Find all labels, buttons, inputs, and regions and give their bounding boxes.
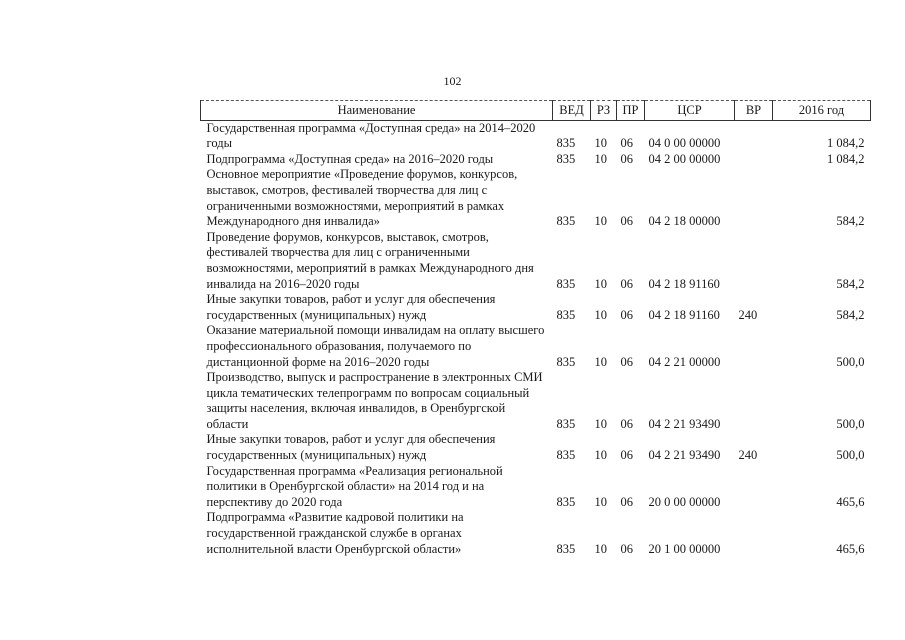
cell-amount: 1 084,2 xyxy=(827,136,865,151)
cell-rz: 10 xyxy=(594,354,607,369)
cell-rz: 10 xyxy=(594,307,607,322)
cell-rz: 10 xyxy=(594,541,607,556)
cell-ved: 835 xyxy=(556,307,576,322)
cell-ved: 835 xyxy=(556,136,576,151)
cell-vr xyxy=(735,323,773,370)
table-row xyxy=(201,510,871,557)
header-name: Наименование xyxy=(201,101,553,121)
cell-name: Государственная программа «Реализация региональной политики в Оренбургской области» на 2014 год и на перспективу до 2020 года xyxy=(206,463,503,509)
cell-rz: 10 xyxy=(594,136,607,151)
cell-name: Иные закупки товаров, работ и услуг для обеспечения государственных (муниципальных) нужд xyxy=(206,432,496,463)
cell-vr: 240 xyxy=(738,307,758,322)
cell-csr: 04 2 18 91160 xyxy=(648,307,720,322)
cell-ved: 835 xyxy=(556,151,576,166)
header-csr: ЦСР xyxy=(645,101,735,121)
cell-amount: 1 084,2 xyxy=(827,151,865,166)
cell-name: Подпрограмма «Развитие кадровой политики на государственной гражданской службе в органах исполнительной власти Оренбургской области» xyxy=(206,510,464,556)
cell-amount: 465,6 xyxy=(836,541,865,556)
cell-rz: 10 xyxy=(594,416,607,431)
cell-vr xyxy=(735,120,773,152)
cell-vr xyxy=(735,167,773,229)
cell-amount: 465,6 xyxy=(836,494,865,509)
header-rz: РЗ xyxy=(591,101,617,121)
cell-pr: 06 xyxy=(620,307,633,322)
cell-csr: 04 2 18 00000 xyxy=(648,214,721,229)
cell-rz: 10 xyxy=(594,448,607,463)
cell-vr xyxy=(735,230,773,292)
cell-pr: 06 xyxy=(620,354,633,369)
cell-amount: 584,2 xyxy=(836,214,865,229)
cell-rz: 10 xyxy=(594,494,607,509)
cell-amount: 500,0 xyxy=(836,448,865,463)
cell-name: Иные закупки товаров, работ и услуг для обеспечения государственных (муниципальных) нужд xyxy=(206,292,496,322)
table-row xyxy=(201,432,871,463)
cell-csr: 04 2 21 00000 xyxy=(648,354,721,369)
header-vr: ВР xyxy=(735,101,773,121)
cell-ved: 835 xyxy=(556,541,576,556)
cell-csr: 04 2 00 00000 xyxy=(648,151,721,166)
cell-name: Производство, выпуск и распространение в электронных СМИ цикла тематических телепрограмм по вопросам социальный защиты населения, включая инвалидов, в Оренбургской области xyxy=(206,370,543,431)
cell-pr: 06 xyxy=(620,541,633,556)
budget-table xyxy=(200,100,871,557)
table-row xyxy=(201,230,871,292)
cell-csr: 04 0 00 00000 xyxy=(648,136,721,151)
cell-csr: 04 2 21 93490 xyxy=(648,448,721,463)
cell-pr: 06 xyxy=(620,214,633,229)
cell-name: Основное мероприятие «Проведение форумов, конкурсов, выставок, смотров, фестивалей творчества для лиц с ограниченными возможностями, мероприятий в рамках Международного дня инвалида» xyxy=(206,167,518,229)
cell-name: Государственная программа «Доступная среда» на 2014–2020 годы xyxy=(206,120,536,151)
cell-ved: 835 xyxy=(556,276,576,291)
cell-rz: 10 xyxy=(594,151,607,166)
cell-csr: 04 2 18 91160 xyxy=(648,276,720,291)
cell-vr: 240 xyxy=(738,448,758,463)
table-row xyxy=(201,323,871,370)
table-row xyxy=(201,370,871,432)
header-ved: ВЕД xyxy=(553,101,591,121)
cell-amount: 584,2 xyxy=(836,307,865,322)
table-row xyxy=(201,120,871,152)
cell-pr: 06 xyxy=(620,494,633,509)
cell-ved: 835 xyxy=(556,448,576,463)
cell-vr xyxy=(735,510,773,557)
cell-csr: 04 2 21 93490 xyxy=(648,416,721,431)
cell-pr: 06 xyxy=(620,276,633,291)
header-year: 2016 год xyxy=(773,101,871,121)
cell-ved: 835 xyxy=(556,416,576,431)
cell-pr: 06 xyxy=(620,416,633,431)
cell-name: Проведение форумов, конкурсов, выставок, смотров, фестивалей творчества для лиц с ограниченными возможностями, мероприятий в рамках Международного дня инвалида на 2016–2020 годы xyxy=(206,229,534,291)
cell-csr: 20 0 00 00000 xyxy=(648,494,721,509)
cell-pr: 06 xyxy=(620,448,633,463)
cell-name: Оказание материальной помощи инвалидам на оплату высшего профессионального образования, получаемого по дистанционной форме на 2016–2020 годы xyxy=(206,323,545,369)
cell-ved: 835 xyxy=(556,494,576,509)
table-row xyxy=(201,167,871,229)
cell-amount: 584,2 xyxy=(836,276,865,291)
page-number: 102 xyxy=(443,74,462,88)
cell-vr xyxy=(735,370,773,432)
cell-vr xyxy=(735,464,773,511)
table-row xyxy=(201,152,871,168)
cell-ved: 835 xyxy=(556,214,576,229)
cell-amount: 500,0 xyxy=(836,354,865,369)
cell-pr: 06 xyxy=(620,136,633,151)
cell-rz: 10 xyxy=(594,214,607,229)
cell-vr xyxy=(735,152,773,168)
cell-amount: 500,0 xyxy=(836,416,865,431)
budget-table-container xyxy=(200,100,870,557)
cell-rz: 10 xyxy=(594,276,607,291)
cell-ved: 835 xyxy=(556,354,576,369)
table-row xyxy=(201,464,871,511)
cell-name: Подпрограмма «Доступная среда» на 2016–2020 годы xyxy=(206,151,494,166)
table-row xyxy=(201,292,871,323)
header-pr: ПР xyxy=(617,101,645,121)
cell-pr: 06 xyxy=(620,151,633,166)
table-header xyxy=(201,101,871,121)
cell-csr: 20 1 00 00000 xyxy=(648,541,721,556)
table-body xyxy=(201,120,871,557)
